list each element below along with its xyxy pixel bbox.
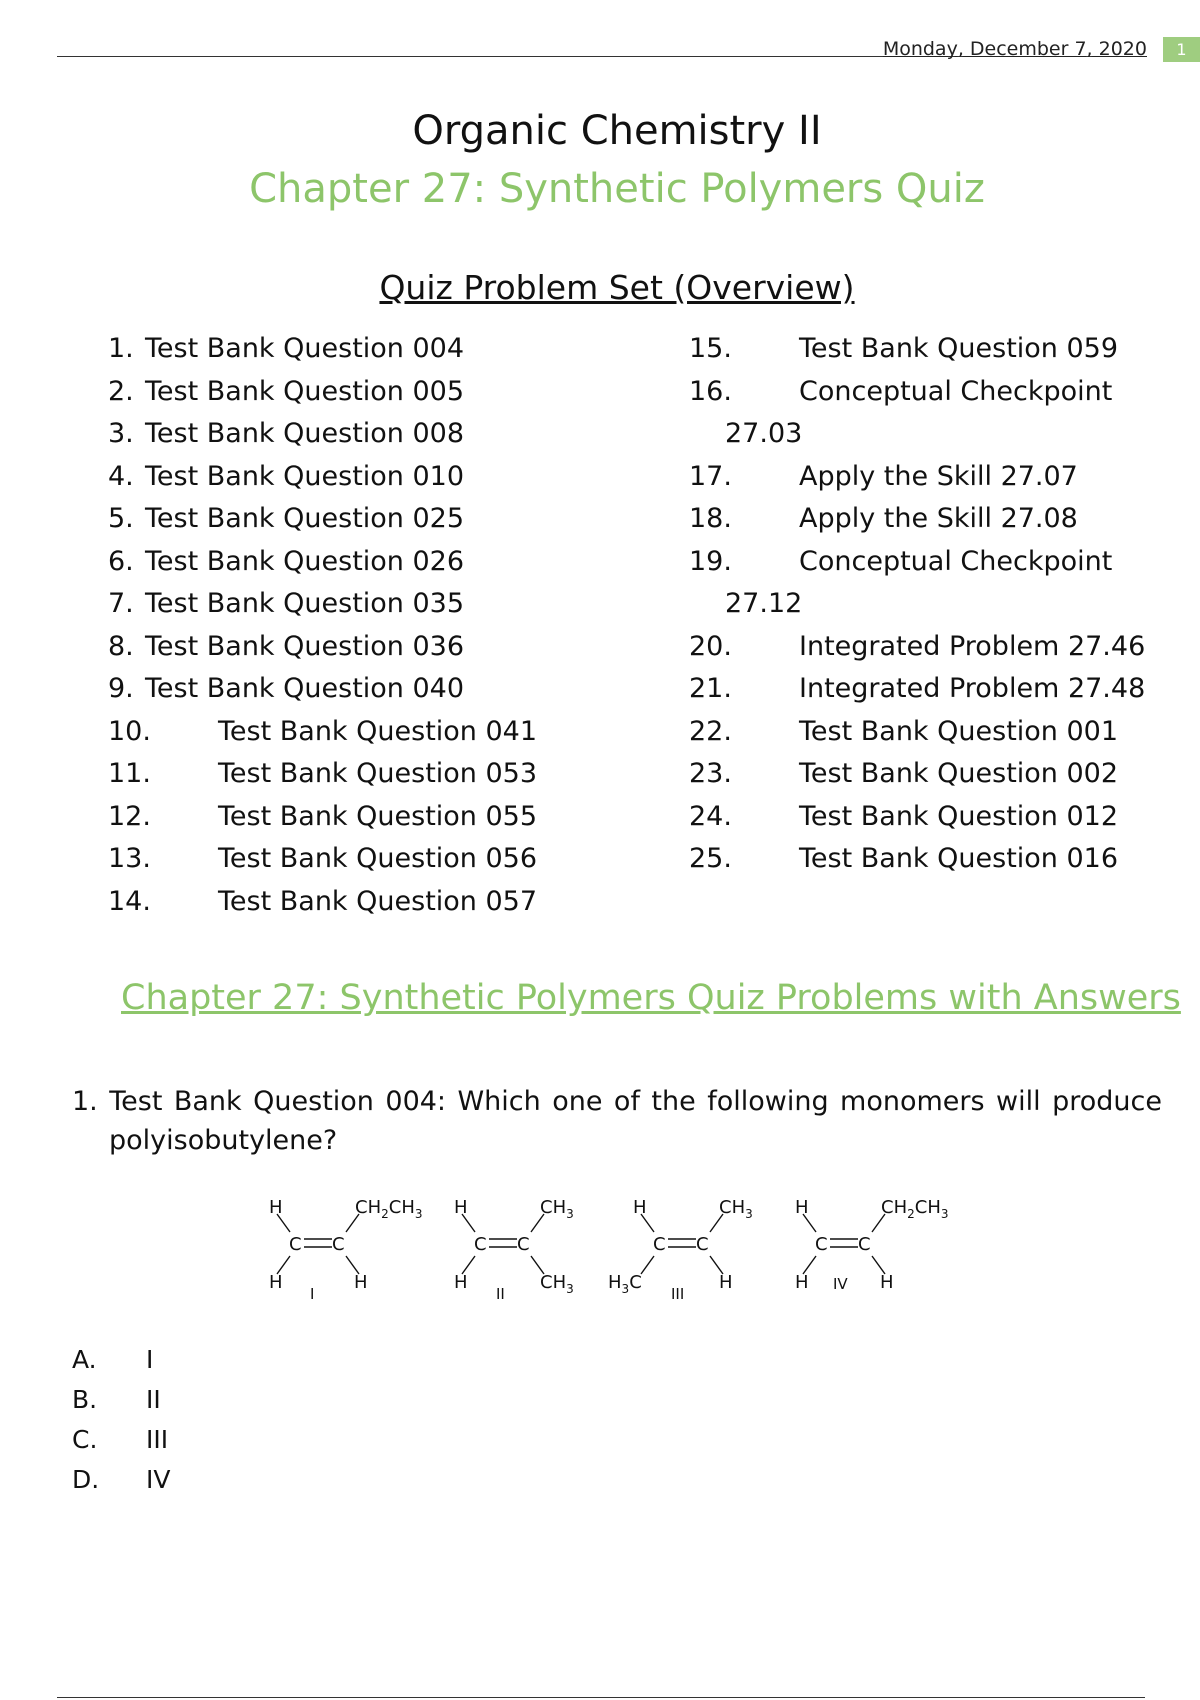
list-item: 13. Test Bank Question 056 [108, 843, 538, 874]
list-item: 18. Apply the Skill 27.08 [689, 503, 1078, 534]
atom-label: H [795, 1272, 809, 1293]
substituent-label: $H_3C$ [608, 1272, 642, 1296]
document-title: Organic Chemistry II [412, 108, 822, 154]
atom-label: C [289, 1234, 302, 1255]
list-item: 16. Conceptual Checkpoint [689, 375, 1113, 407]
list-item: 15. Test Bank Question 059 [689, 333, 1119, 364]
answer-choices [72, 1345, 170, 1505]
structure-label-i: I [310, 1285, 315, 1303]
list-item: 12. Test Bank Question 055 [108, 800, 538, 832]
atom-label: C [332, 1234, 345, 1255]
choice-c[interactable]: C. III [72, 1425, 169, 1454]
atom-label: H [795, 1197, 809, 1218]
atom-label: H [269, 1197, 283, 1218]
atom-label: C [517, 1234, 530, 1255]
atom-label: C [815, 1234, 828, 1255]
structure-label-iv: IV [833, 1275, 848, 1293]
list-item: 23. Test Bank Question 002 [689, 758, 1119, 789]
list-item: 8. Test Bank Question 036 [108, 630, 465, 662]
choice-b[interactable]: B. II [72, 1385, 161, 1414]
substituent-label: $CH_3$ [540, 1197, 574, 1221]
atom-label: C [696, 1234, 709, 1255]
substituent-label: $CH_2CH_3$ [355, 1197, 423, 1221]
list-item: 20. Integrated Problem 27.46 [689, 630, 1146, 662]
choice-a[interactable]: A. I [72, 1345, 154, 1374]
list-item: 22. Test Bank Question 001 [689, 715, 1119, 747]
list-item: 24. Test Bank Question 012 [689, 800, 1119, 832]
list-item: 21. Integrated Problem 27.48 [689, 673, 1146, 704]
monomer-structures [260, 1190, 980, 1310]
choice-d[interactable]: D. IV [72, 1465, 171, 1494]
list-item-continuation: 27.03 [725, 418, 803, 449]
question-text-continuation: polyisobutylene? [109, 1125, 338, 1156]
structure-label-iii: III [671, 1285, 685, 1303]
list-item: 1. Test Bank Question 004 [108, 333, 465, 364]
list-item: 11. Test Bank Question 053 [108, 758, 538, 789]
substituent-label: $CH_3$ [719, 1197, 753, 1221]
atom-label: H [269, 1272, 283, 1293]
list-item: 3. Test Bank Question 008 [108, 418, 465, 449]
substituent-label: $CH_2CH_3$ [881, 1197, 949, 1221]
atom-label: H [633, 1197, 647, 1218]
atom-label: H [454, 1272, 468, 1293]
atom-label: H [880, 1272, 894, 1293]
list-item: 14. Test Bank Question 057 [108, 885, 538, 917]
list-item-continuation: 27.12 [725, 588, 803, 619]
list-item: 25. Test Bank Question 016 [689, 843, 1119, 874]
list-item: 4. Test Bank Question 010 [108, 460, 465, 492]
overview-list-left [108, 333, 628, 928]
atom-label: C [858, 1234, 871, 1255]
list-item: 2. Test Bank Question 005 [108, 375, 465, 407]
footer-rule [57, 1697, 1145, 1698]
list-item: 17. Apply the Skill 27.07 [689, 460, 1078, 492]
list-item: 10. Test Bank Question 041 [108, 715, 538, 747]
substituent-label: $CH_3$ [540, 1272, 574, 1296]
document-subtitle: Chapter 27: Synthetic Polymers Quiz [249, 166, 985, 212]
overview-list-right [689, 333, 1159, 886]
page-number-badge: 1 [1163, 37, 1200, 62]
list-item: 5. Test Bank Question 025 [108, 503, 465, 534]
list-item: 9. Test Bank Question 040 [108, 673, 465, 704]
atom-label: C [653, 1234, 666, 1255]
atom-label: H [354, 1272, 368, 1293]
overview-heading: Quiz Problem Set (Overview) [379, 268, 855, 307]
list-item: 6. Test Bank Question 026 [108, 545, 465, 577]
header-date: Monday, December 7, 2020 [882, 38, 1147, 60]
atom-label: H [719, 1272, 733, 1293]
list-item: 19. Conceptual Checkpoint [689, 545, 1113, 577]
section-heading: Chapter 27: Synthetic Polymers Quiz Problems with Answers [121, 978, 1181, 1018]
atom-label: H [454, 1197, 468, 1218]
atom-label: C [474, 1234, 487, 1255]
question-text: 1. Test Bank Question 004: Which one of the following monomers will produce [72, 1086, 1162, 1117]
structure-label-ii: II [496, 1285, 505, 1303]
list-item: 7. Test Bank Question 035 [108, 588, 465, 619]
